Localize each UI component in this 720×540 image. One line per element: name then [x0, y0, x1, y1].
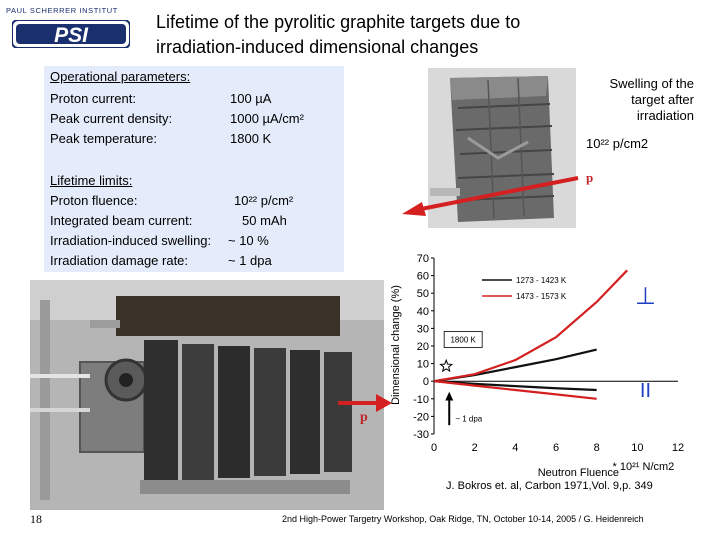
- x-tick-label: 10: [631, 442, 644, 454]
- op-label-temperature: Peak temperature:: [50, 131, 157, 146]
- limit-label-damage: Irradiation damage rate:: [50, 253, 189, 268]
- y-tick-label: 0: [422, 376, 429, 389]
- page-number: 18: [30, 512, 42, 526]
- beam-symbol-top: p: [586, 170, 594, 185]
- op-value-temperature: 1800 K: [230, 131, 272, 146]
- x-tick-label: 12: [671, 442, 685, 454]
- dimensional-change-chart: [380, 246, 710, 490]
- operational-heading: Operational parameters:: [50, 69, 191, 84]
- footer-text: 2nd High-Power Targetry Workshop, Oak Ridge, TN, October 10-14, 2005 / G. Heidenreich: [282, 514, 644, 524]
- title-line-1: Lifetime of the pyrolitic graphite targets due to: [156, 12, 521, 32]
- logo-mark-text: PSI: [54, 24, 88, 47]
- temp-annotation-label: 1800 K: [450, 335, 476, 345]
- x-tick-label: 0: [430, 442, 438, 454]
- x-tick-label: 6: [552, 442, 560, 454]
- psi-logo: [12, 20, 130, 48]
- y-tick-label: 40: [416, 305, 429, 318]
- dpa-annotation-label: ~ 1 dpa: [455, 414, 483, 424]
- beam-arrow-top: [398, 172, 598, 222]
- fluence-label: 10²² p/cm2: [586, 136, 649, 151]
- x-axis-unit: * 10²¹ N/cm2: [612, 461, 675, 473]
- op-value-current: 100 µA: [230, 91, 272, 106]
- y-tick-label: 30: [416, 323, 429, 336]
- limit-label-fluence: Proton fluence:: [50, 193, 138, 208]
- op-value-density: 1000 µA/cm²: [230, 111, 304, 126]
- y-tick-label: 50: [416, 288, 429, 301]
- y-tick-label: 70: [416, 253, 429, 265]
- y-tick-label: -10: [413, 393, 429, 406]
- y-tick-label: -20: [413, 411, 429, 424]
- op-label-current: Proton current:: [50, 91, 136, 106]
- y-axis-label: Dimensional change (%): [390, 285, 402, 405]
- limits-heading: Lifetime limits:: [50, 173, 133, 188]
- limit-value-swelling: ~ 10 %: [228, 233, 269, 248]
- limit-value-beam: 50 mAh: [242, 213, 287, 228]
- slide-title: [156, 10, 676, 60]
- y-tick-label: 60: [416, 270, 429, 283]
- reference-citation: J. Bokros et. al, Carbon 1971,Vol. 9,p. 349: [446, 480, 653, 492]
- parallel-symbol: II: [639, 380, 652, 403]
- perpendicular-symbol: ⊥: [635, 282, 656, 310]
- y-tick-label: 20: [416, 341, 429, 353]
- institute-name: PAUL SCHERRER INSTITUT: [6, 6, 118, 15]
- x-tick-label: 4: [512, 442, 519, 454]
- y-tick-label: -30: [413, 429, 429, 441]
- target-assembly-photo: [30, 280, 384, 510]
- x-tick-label: 8: [593, 442, 600, 454]
- limit-value-damage: ~ 1 dpa: [228, 253, 272, 268]
- beam-symbol-bottom: p: [360, 410, 368, 425]
- swelling-note: Swelling of the target after irradiation: [609, 76, 694, 123]
- y-tick-label: 10: [416, 358, 429, 371]
- op-label-density: Peak current density:: [50, 111, 173, 126]
- limit-label-swelling: Irradiation-induced swelling:: [50, 233, 212, 248]
- x-tick-label: 2: [471, 442, 478, 454]
- title-line-2: irradiation-induced dimensional changes: [156, 37, 479, 57]
- legend-label-2: 1473 - 1573 K: [516, 292, 567, 301]
- x-axis-label: Neutron Fluence: [537, 467, 620, 479]
- limit-value-fluence: 10²² p/cm²: [234, 193, 294, 208]
- limit-label-beam: Integrated beam current:: [50, 213, 193, 228]
- legend-label-1: 1273 - 1423 K: [516, 276, 567, 285]
